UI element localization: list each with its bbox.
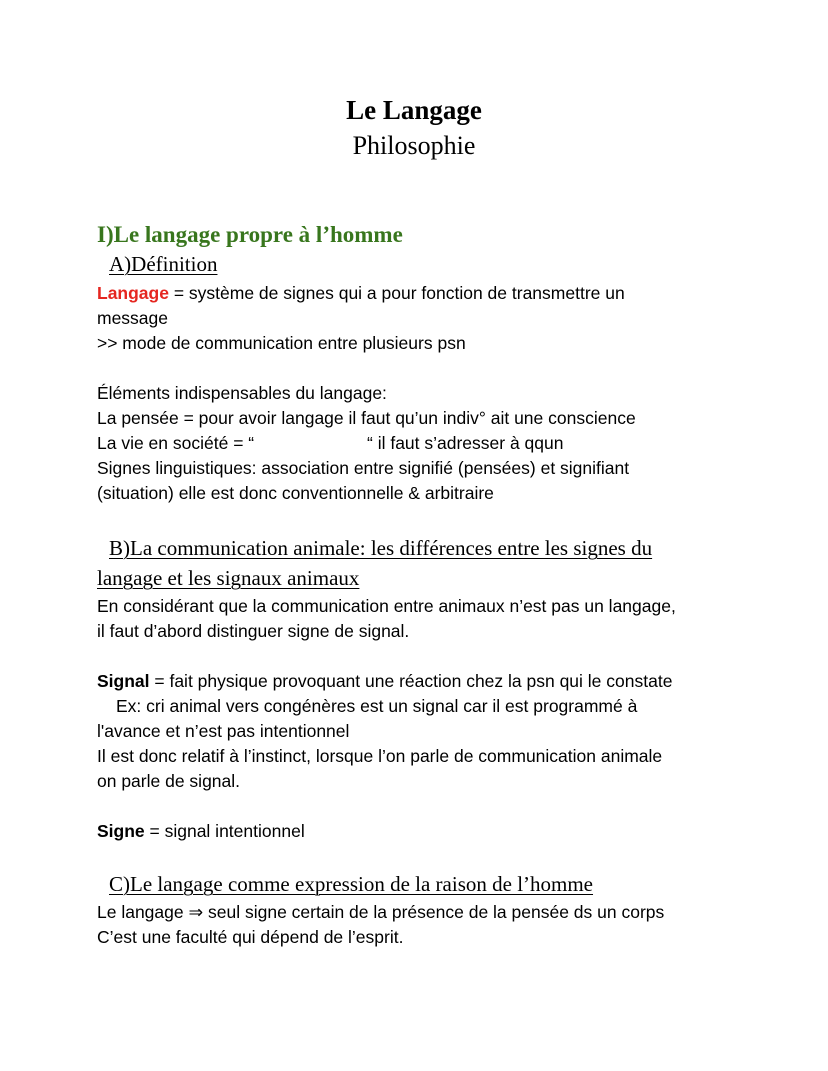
signal-term: Signal <box>97 671 150 691</box>
signal-text: = fait physique provoquant une réaction chez la psn qui le constate <box>149 671 673 691</box>
section-c-heading: C)Le langage comme expression de la raison de l’homme <box>109 872 594 896</box>
section-1-heading: I)Le langage propre à l’homme <box>97 222 403 247</box>
signes-line-2: (situation) elle est donc conventionnelle & arbitraire <box>97 483 494 503</box>
example-line-2: l'avance et n’est pas intentionnel <box>97 721 350 741</box>
instinct-line-1: Il est donc relatif à l’instinct, lorsque l’on parle de communication animale <box>97 746 663 766</box>
signe-term: Signe <box>97 821 145 841</box>
signal-definition <box>97 669 672 694</box>
mode-line: >> mode de communication entre plusieurs psn <box>97 333 466 353</box>
intro-line-2: il faut d’abord distinguer signe de signal. <box>97 621 410 641</box>
definition-line <box>97 281 625 306</box>
section-c-line-1: Le langage ⇒ seul signe certain de la présence de la pensée ds un corps <box>97 902 665 922</box>
intro-line-1: En considérant que la communication entre animaux n’est pas un langage, <box>97 596 676 616</box>
example-line-1: Ex: cri animal vers congénères est un signal car il est programmé à <box>116 696 638 716</box>
definition-text: = système de signes qui a pour fonction de transmettre un <box>168 283 625 303</box>
definition-continuation: message <box>97 308 169 328</box>
section-a-heading: A)Définition <box>109 252 218 276</box>
signes-line-1: Signes linguistiques: association entre signifié (pensées) et signifiant <box>97 458 630 478</box>
societe-line-right: “ il faut s’adresser à qqun <box>367 433 564 453</box>
elements-title: Éléments indispensables du langage: <box>97 383 387 403</box>
section-c-line-2: C’est une faculté qui dépend de l’esprit. <box>97 927 404 947</box>
document-subtitle: Philosophie <box>352 131 476 160</box>
signe-text: = signal intentionnel <box>144 821 305 841</box>
section-b-heading-line-1: B)La communication animale: les différences entre les signes du <box>109 536 653 560</box>
instinct-line-2: on parle de signal. <box>97 771 241 791</box>
section-b-heading-line-2: langage et les signaux animaux <box>97 566 360 590</box>
pensee-line: La pensée = pour avoir langage il faut qu’un indiv° ait une conscience <box>97 408 636 428</box>
document-title: Le Langage <box>346 95 482 125</box>
definition-term: Langage <box>97 283 169 303</box>
societe-line-left: La vie en société = “ <box>97 433 255 453</box>
signe-definition <box>97 819 305 844</box>
